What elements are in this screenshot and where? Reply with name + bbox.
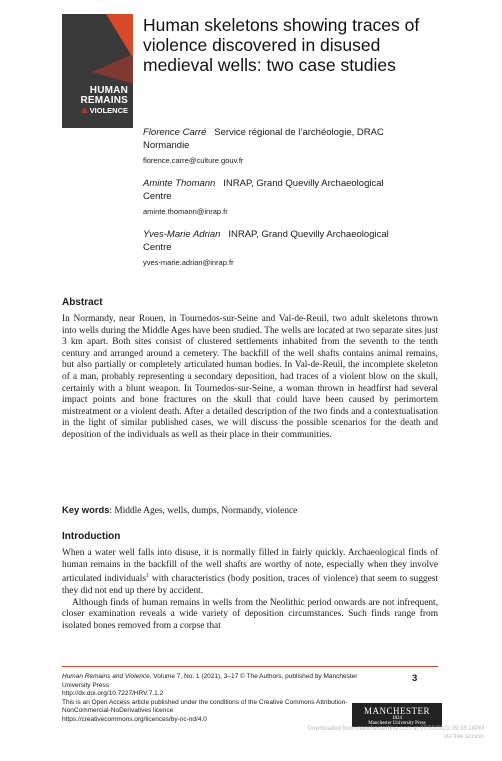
footer-citation xyxy=(62,673,372,725)
introduction-paragraph-1 xyxy=(62,548,438,598)
author-name: Florence Carré xyxy=(143,127,207,138)
publisher-logo xyxy=(352,703,442,727)
keywords-label: Key words xyxy=(62,504,110,515)
author-affiliation: INRAP, Grand Quevilly Archaeological Centre xyxy=(143,229,389,253)
author-email[interactable]: florence.carre@culture.gouv.fr xyxy=(143,156,244,165)
download-note-line-1: Downloaded from manchesterhive.com at 07/30/2022 09:35:18PM xyxy=(307,726,484,732)
author-affiliation: INRAP, Grand Quevilly Archaeological Centre xyxy=(143,178,384,202)
introduction-paragraph-2: Although finds of human remains in wells from the Neolithic period onwards are not infrequent, closer examination reveals a wide variety of deposition circumstances. Such finds range from isolated bones removed from a corpse that xyxy=(62,597,438,631)
footer-citation-text: , Volume 7, No. 1 (2021), 3–17 © The Authors, published by Manchester University Press xyxy=(62,673,358,689)
publisher-logo-line-1: MANCHESTER xyxy=(363,706,430,716)
abstract-text: In Normandy, near Rouen, in Tournedos-sur-Seine and Val-de-Reuil, two adult skeletons thrown into wells during the Middle Ages have been studied. The wells are located at two separate sites just 3 km apart. Both sites consist of clustered settlements inhabited from the seventh to the tenth century and arranged around a cemetery. The backfill of the well shafts contains animal remains, but also partially or completely articulated human bodies. In Val-de-Reuil, the incomplete skeleton of a man, probably representing a secondary deposition, had traces of a violent blow on the skull, certainly with a blunt weapon. In Tournedos-sur-Seine, a woman thrown in headfirst had several impact points and bone fractures on the skull that could have been caused by perimortem mistreatment or a violent death. After a detailed description of the two finds and a contextualisation in the light of similar published cases, we will discuss the possible scenarios for the death and deposition of the individuals as well as their place in their communities. xyxy=(62,314,438,440)
author-name: Aminte Thomann xyxy=(143,178,216,189)
keywords-line xyxy=(62,504,438,516)
footer-license-link[interactable]: https://creativecommons.org/licences/by-nc-nd/4.0 xyxy=(62,715,207,723)
introduction-heading: Introduction xyxy=(62,531,121,542)
article-title: Human skeletons showing traces of violence discovered in disused medieval wells: two case studies xyxy=(143,15,420,75)
footnote-ref[interactable]: 1 xyxy=(146,573,150,580)
keywords-text: : Middle Ages, wells, dumps, Normandy, violence xyxy=(109,506,298,516)
logo-line-3-text: VIOLENCE xyxy=(87,106,128,115)
author-affiliation: Service régional de l’archéologie, DRAC Normandie xyxy=(143,127,384,151)
intro-p1-text-cont: with characteristics (body position, traces of violence) that seem to suggest they did not end up there by accident. xyxy=(62,574,438,596)
author-entry xyxy=(143,177,413,218)
author-entry xyxy=(143,228,413,269)
logo-line-2: REMAINS xyxy=(80,95,128,106)
footer-divider xyxy=(62,666,438,667)
publisher-logo-line-2: 1824 xyxy=(392,716,402,721)
journal-logo-text xyxy=(68,86,128,116)
keywords-section xyxy=(62,504,438,516)
footer-license-text: This is an Open Access article published under the conditions of the Creative Commons Attribution-NonCommercial-NoDerivatives licence xyxy=(62,698,348,715)
publisher-logo-line-3: Manchester University Press xyxy=(368,721,426,726)
abstract-section xyxy=(62,297,438,442)
author-list xyxy=(143,126,413,279)
author-email[interactable]: aminte.thomann@inrap.fr xyxy=(143,207,228,216)
introduction-section xyxy=(62,531,438,632)
logo-ampersand: & xyxy=(82,106,88,115)
logo-line-3 xyxy=(68,106,128,116)
logo-line-1: HUMAN xyxy=(89,85,128,96)
download-watermark xyxy=(276,725,484,741)
footer-doi-link[interactable]: http://dx.doi.org/10.7227/HRV.7.1.2 xyxy=(62,690,164,698)
footer-journal-name: Human Remains and Violence xyxy=(62,673,150,680)
page-number: 3 xyxy=(412,673,418,684)
abstract-heading: Abstract xyxy=(62,297,103,308)
download-note-line-2: via free access xyxy=(443,734,484,740)
intro-p1-text: When a water well falls into disuse, it is normally filled in fairly quickly. Archaeological finds of human remains in the backfill of the well shafts are worthy of note, especially when they involve articulated individuals xyxy=(62,548,438,585)
author-email[interactable]: yves-marie.adrian@inrap.fr xyxy=(143,258,234,267)
author-name: Yves-Marie Adrian xyxy=(143,229,221,240)
author-entry xyxy=(143,126,413,167)
